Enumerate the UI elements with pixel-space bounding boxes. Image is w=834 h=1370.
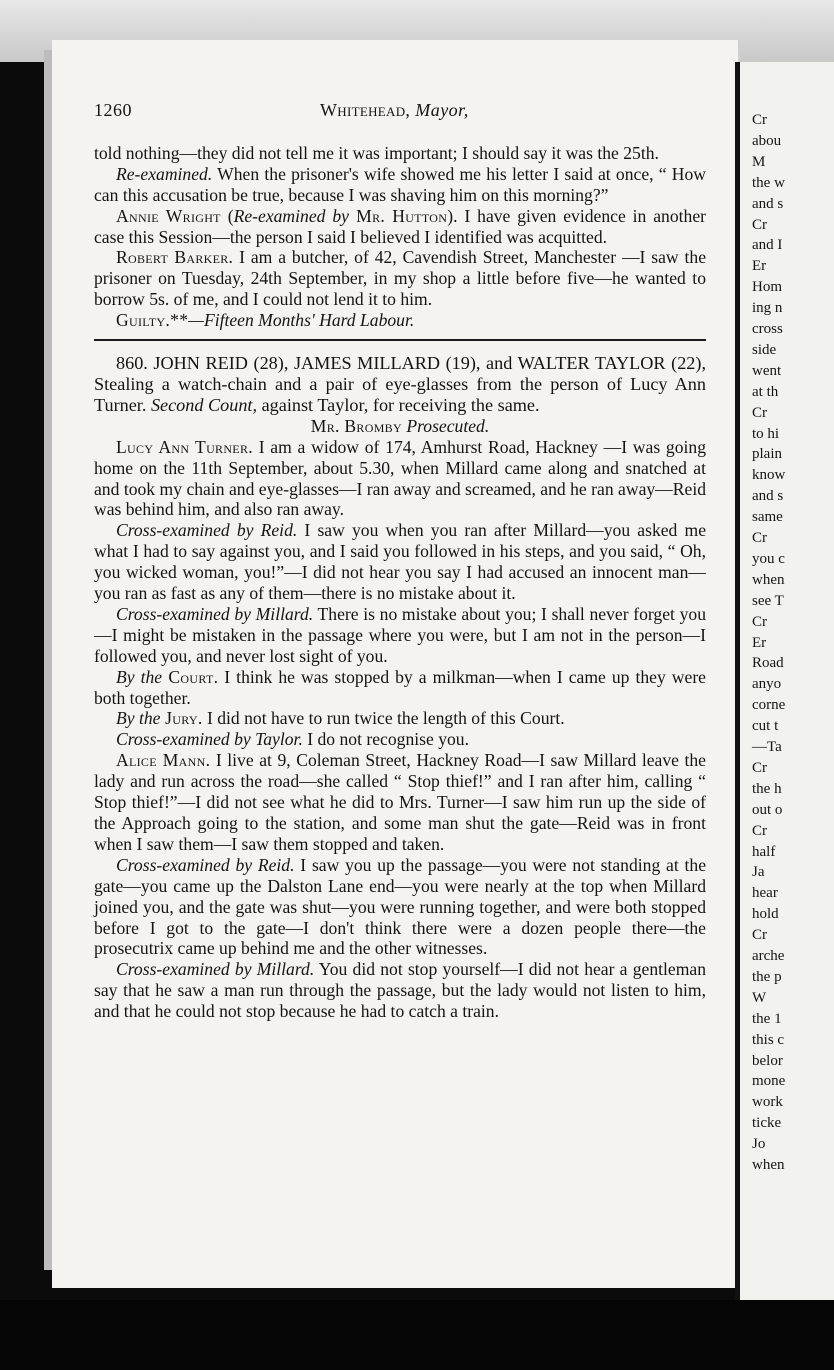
cross-text: I saw you when you ran after Millard—you asked me what I had to say against you, and I said you followed in his steps, and you said, “ Oh, you wicked woman, you!”—I did not hear you say I had accused an innocent man—you ran as fast as any of them—there is no mistake about it. xyxy=(94,520,707,604)
facing-page-fragment: same xyxy=(752,509,783,526)
cross-label: Cross-examined by Reid. xyxy=(116,854,295,875)
witness-name: Alice Mann. xyxy=(116,750,211,771)
running-title xyxy=(320,100,469,121)
paragraph-by-jury xyxy=(94,708,706,729)
facing-page-fragment: hold xyxy=(752,906,779,923)
facing-page-fragment: —Ta xyxy=(752,739,782,755)
paragraph-alice-mann xyxy=(94,750,706,855)
facing-page-fragment: belor xyxy=(752,1052,783,1069)
facing-page-fragment: work xyxy=(752,1094,783,1111)
facing-page-fragment: M xyxy=(752,153,766,170)
facing-page-fragment: plain xyxy=(752,446,782,463)
facing-page-fragment: the w xyxy=(752,174,785,191)
paragraph-by-court xyxy=(94,667,706,709)
paragraph-continuation: told nothing—they did not tell me it was important; I should say it was the 25th. xyxy=(94,142,659,163)
facing-page-fragment: Hom xyxy=(752,279,782,296)
reexam-label: Re-examined by xyxy=(233,205,349,226)
facing-page-fragment: when xyxy=(752,571,785,588)
paragraph-reexamined xyxy=(94,164,706,206)
paragraph-verdict xyxy=(94,310,706,331)
paragraph-annie-wright xyxy=(94,206,706,248)
cross-text: I saw you up the passage—you were not standing at the gate—you came up the Dalston Lane end—you were nearly at the top when Millard joined you, and the gate was shut—you were running together, and were both stopped before I got to the gate—I don't think there were a dozen people there—the prosecutrix came up behind me and the other witnesses. xyxy=(94,854,707,959)
facing-page-fragment: Cr xyxy=(752,530,767,546)
facing-page-fragment: Cr xyxy=(752,216,767,233)
cross-label: Cross-examined by Reid. xyxy=(116,520,298,541)
facing-page-fragment: to hi xyxy=(752,425,780,442)
court-text: I think he was stopped by a milkman—when I came up they were both together. xyxy=(94,666,706,708)
facing-page-fragment: and s xyxy=(752,488,784,505)
cross-text: You did not stop yourself—I did not hear a gentleman say that he saw a man run through the passage, but the lady would not listen to him, and that he could not stop because he had to catch a train. xyxy=(94,959,706,1022)
facing-page-fragment: know xyxy=(752,467,786,484)
page-content xyxy=(94,100,706,1022)
facing-page-fragment: see T xyxy=(752,592,784,609)
facing-page-fragment: corne xyxy=(752,697,786,714)
reexamined-text: When the prisoner's wife showed me his letter I said at once, “ How can this accusation be true, because I was shaving him on this morning?” xyxy=(94,163,706,205)
case-heading xyxy=(94,353,706,416)
running-title-office: Mayor, xyxy=(415,100,469,120)
facing-page-fragment: and s xyxy=(752,195,784,212)
witness-name: Lucy Ann Turner. xyxy=(116,436,253,457)
paragraph-cross-millard xyxy=(94,604,706,667)
witness-name: Annie Wright xyxy=(116,205,221,226)
prosecuted-label: Prosecuted. xyxy=(401,415,490,436)
scan-bottom-band xyxy=(0,1300,834,1370)
facing-page-fragment: cross xyxy=(752,321,783,337)
facing-page-fragment: arche xyxy=(752,948,785,964)
facing-page-fragment: hear xyxy=(752,885,778,902)
jury-text: I did not have to run twice the length of this Court. xyxy=(202,708,565,729)
court-label: Court. xyxy=(162,666,219,687)
facing-page-fragment: Road xyxy=(752,655,784,672)
sentence: —Fifteen Months' Hard Labour. xyxy=(188,310,415,331)
facing-page-fragment: Ja xyxy=(752,864,765,881)
cross-label: Cross-examined by Taylor. xyxy=(116,729,303,750)
witness-text: I am a widow of 174, Amhurst Road, Hackney —I was going home on the 11th September, about 5.30, when Millard came along and snatched at and took my chain and eye-glasses—I ran away and screamed, and he ran away—Reid was behind him, and also ran away. xyxy=(94,436,706,520)
paragraph-robert-barker xyxy=(94,247,706,310)
facing-page-strip xyxy=(735,62,834,1312)
witness-text: I live at 9, Coleman Street, Hackney Road—I saw Millard leave the lady and run across the road—she called “ Stop thief!” and I ran after him, calling “ Stop thief!”—I did not see what he did to Mrs. Turner—I saw him run up the side of the Approach going to the station, and some man shut the gate—Reid was in front when I saw them—I saw them stopped and taken. xyxy=(94,750,706,854)
facing-page-fragment: this c xyxy=(752,1031,785,1048)
facing-page-fragment: out o xyxy=(752,801,783,818)
cross-text: I do not recognise you. xyxy=(302,729,469,750)
facing-page-fragment: ticke xyxy=(752,1115,782,1132)
case-heading-text: 860. JOHN REID (28), JAMES MILLARD (19), and WALTER TAYLOR (22), Stealing a watch-chain and a pair of eye-glasses from the person of Lucy Ann Turner. xyxy=(94,353,706,415)
facing-page-fragment: and I xyxy=(752,237,783,254)
facing-page-fragment: Cr xyxy=(752,759,767,776)
running-header xyxy=(94,100,706,121)
facing-page-fragment: Jo xyxy=(752,1136,766,1153)
second-count-label: Second Count, xyxy=(150,394,258,415)
facing-page-fragment: Er xyxy=(752,634,767,651)
facing-page-fragment: half xyxy=(752,843,776,860)
facing-page-fragment: the h xyxy=(752,780,782,797)
facing-page-fragment: when xyxy=(752,1157,785,1173)
witness-text: ). I have given evidence in another case this Session—the person I said I believed I identified was acquitted. xyxy=(94,205,707,247)
facing-page-fragment: cut t xyxy=(752,718,779,735)
cross-label: Cross-examined by Millard. xyxy=(116,603,314,624)
facing-page-fragment: ing n xyxy=(752,300,783,317)
facing-page-fragment: abou xyxy=(752,132,782,149)
facing-page-fragment: side xyxy=(752,341,777,358)
case-divider xyxy=(94,339,706,341)
prosecutor-name: Mr. Bromby xyxy=(310,415,402,436)
cross-text: There is no mistake about you; I shall never forget you—I might be mistaken in the passage where you were, but I am not in the person—I followed you, and never lost sight of you. xyxy=(94,603,706,666)
by-label: By the xyxy=(116,708,161,729)
counsel-name: Mr. Hutton xyxy=(348,205,448,226)
page-number: 1260 xyxy=(94,100,132,120)
case-heading-end: against Taylor, for receiving the same. xyxy=(257,394,540,415)
facing-page-fragment: anyo xyxy=(752,676,782,693)
facing-page-fragment: went xyxy=(752,362,782,379)
paragraph-lucy-ann-turner xyxy=(94,437,706,521)
facing-page-fragment: the p xyxy=(752,968,782,985)
paren-open: ( xyxy=(220,205,234,226)
by-label: By the xyxy=(116,666,163,687)
facing-page-fragment: Er xyxy=(752,258,767,275)
prosecution-line xyxy=(94,416,706,437)
facing-page-fragment: Cr xyxy=(752,404,767,421)
facing-page-fragment: at th xyxy=(752,383,779,400)
cross-label: Cross-examined by Millard. xyxy=(116,959,315,980)
facing-page-fragment: W xyxy=(752,989,767,1006)
witness-text: I am a butcher, of 42, Cavendish Street, Manchester —I saw the prisoner on Tuesday, 24th September, in my shop a little before five—he wanted to borrow 5s. of me, and I could not lend it to him. xyxy=(94,247,707,310)
paragraph-cross-reid xyxy=(94,520,706,604)
jury-label: Jury. xyxy=(160,708,203,729)
facing-page-fragment: the 1 xyxy=(752,1010,782,1027)
facing-page-fragment: Cr xyxy=(752,613,767,630)
witness-name: Robert Barker. xyxy=(116,247,234,268)
paragraph-cross-millard-2 xyxy=(94,959,706,1022)
facing-page-fragment: you c xyxy=(752,550,785,567)
facing-page-fragment: Cr xyxy=(752,112,767,128)
verdict: Guilty.** xyxy=(116,310,189,331)
reexamined-label: Re-examined. xyxy=(116,163,213,184)
paragraph-cross-reid-2 xyxy=(94,855,706,960)
facing-page-fragment: mone xyxy=(752,1073,786,1090)
facing-page-fragment: Cr xyxy=(752,822,767,839)
paragraph-cross-taylor xyxy=(94,729,706,750)
running-title-name: Whitehead, xyxy=(320,100,411,120)
facing-page-fragment: Cr xyxy=(752,927,767,944)
